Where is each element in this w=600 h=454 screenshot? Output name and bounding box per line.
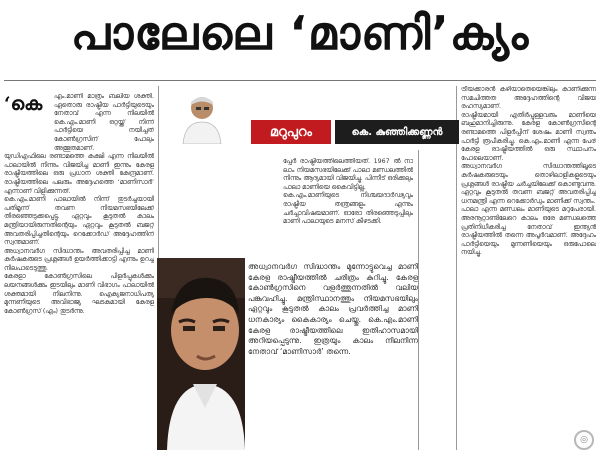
- paragraph: അധ്വാനവർഗ സിദ്ധാന്തത്തിലൂടെ കർഷകരുടെയും തൊഴിലാളികളുടെയും പ്രശ്നങ്ങൾ രാഷ്ട്രീയ ചർച്ചയിലേക്ക് കൊണ്ടുവന്നു. ഏറ്റവും കൂടുതൽ തവണ ബജറ്റ് അവതരിപ്പിച്ച ധനമന്ത്രി എന്ന റെക്കോർഡും മാണിക്ക് സ്വന്തം.: [461, 163, 596, 205]
- article-column-middle-top: [283, 158, 413, 258]
- article-column-middle-bottom: [248, 262, 418, 450]
- lead-photo: [157, 258, 245, 450]
- headline-rule: [4, 80, 596, 81]
- watermark-logo-icon: ◎: [574, 430, 594, 450]
- paragraph: ട്രീയക്കാരൻ കഴിയാതെയെങ്കിലും കാണിക്കുന്ന സമചിത്തത അദ്ദേഹത്തിന്റെ വിജയ രഹസ്യമാണ്.: [461, 86, 596, 111]
- pull-quote-mark: ‘കെ: [4, 93, 45, 115]
- paragraph: പാലാ എന്ന മണ്ഡലം മാണിയുടെ മറുപേരായി. അരനൂറ്റാണ്ടിലേറെ കാലം ഒരേ മണ്ഡലത്തെ പ്രതിനിധീകരിച്ച നേതാവ് ഇന്ത്യൻ രാഷ്ട്രീയത്തിൽ തന്നെ അപൂർവമാണ്. അദ്ദേഹം പാർട്ടിയെയും മുന്നണിയെയും ഒരുപോലെ നയിച്ചു.: [461, 206, 596, 257]
- paragraph: കെ.എം.മാണി പാലായിൽ നിന്ന് തുടർച്ചയായി പതിമൂന്ന് തവണ നിയമസഭയിലേക്ക് തിരഞ്ഞെടുക്കപ്പെട്ടു. ഏറ്റവും കൂടുതൽ കാലം മന്ത്രിയായിരുന്നതിന്റെയും ഏറ്റവും കൂടുതൽ ബജറ്റ് അവതരിപ്പിച്ചതിന്റെയും റെക്കോർഡ് അദ്ദേഹത്തിന് സ്വന്തമാണ്.: [4, 196, 154, 247]
- article-column-left: [4, 93, 154, 450]
- paragraph: അധ്വാനവർഗ സിദ്ധാന്തം അവതരിപ്പിച്ച മാണി കർഷകരുടെ പ്രശ്നങ്ങൾ ഉയർത്തിക്കാട്ടി എന്നും ഉറച്ച നിലപാടെടുത്തു.: [4, 247, 154, 272]
- headline: പാലേലെ ‘മാണി’ക്യം: [70, 6, 530, 60]
- paragraph: അധ്വാനവർഗ സിദ്ധാന്തം മുന്നോട്ടുവെച്ച മാണി കേരള രാഷ്ട്രീയത്തിൽ ചരിത്രം കുറിച്ചു. കേരള കോൺഗ്രസിനെ വളർത്തുന്നതിൽ വലിയ പങ്കുവഹിച്ചു. മന്ത്രിസ്ഥാനത്തും നിയമസഭയിലും ഏറ്റവും കൂടുതൽ കാലം പ്രവർത്തിച്ച മാണി ധനകാര്യം കൈകാര്യം ചെയ്തു. കെ.എം.മാണി കേരള രാഷ്ട്രീയത്തിലെ ഇതിഹാസമായി അറിയപ്പെടുന്നു. ഇത്രയും കാലം നിലനിന്ന നേതാവ് ‘മാണിസാർ’ തന്നെ.: [248, 262, 418, 356]
- paragraph: കേരളാ കോൺഗ്രസിലെ പിളർപ്പുകൾക്കും ലയനങ്ങൾക്കും ഇടയിലും മാണി വിഭാഗം പാലായിൽ ശക്തമായി നിലനിന്നു. ഐക്യജനാധിപത്യ മുന്നണിയുടെ അവിഭാജ്യ ഘടകമായി കേരള കോൺഗ്രസ് (എം) തുടർന്നു.: [4, 273, 154, 315]
- article-column-right: [461, 86, 596, 450]
- author-photo: [175, 90, 229, 144]
- paragraph: കെ.എം.മാണിയുടെ നിശ്ചയദാർഢ്യവും രാഷ്ട്രീയ തന്ത്രങ്ങളും എന്നും ചർച്ചാവിഷയമാണ്. ഓരോ തിരഞ്ഞെടുപ്പിലും മാണി പാലായുടെ മനസ് കീഴടക്കി.: [283, 192, 413, 226]
- paragraph: യുഡിഎഫിലെ രണ്ടാമത്തെ കക്ഷി എന്ന നിലയിൽ പാലായിൽ നിന്നും വിജയിച്ച മാണി ഇന്നും കേരള രാഷ്ട്രീയത്തിലെ ഒരു പ്രധാന ശക്തി കേന്ദ്രമാണ്. രാഷ്ട്രീയത്തിലെ പലരും അദ്ദേഹത്തെ ‘മാണിസാർ’ എന്നാണ് വിളിക്കുന്നത്.: [4, 153, 154, 195]
- paragraph: എം.മാണി മാത്രം ബലിയ ശക്തി. ഏതൊരു രാഷ്ട്രീയ പാർട്ടിയുടെയും നേതാവ് എന്ന നിലയിൽ കെ.എം.മാണി ഒറ്റയ്ക്ക് നിന്ന് പാർട്ടിയെ നയിച്ചത് കോൺഗ്രസിന് പോലും അത്ഭുതമാണ്.: [54, 93, 154, 152]
- author-name: കെ. കുഞ്ഞിക്കണ്ണൻ: [335, 120, 459, 144]
- column-divider: [418, 150, 419, 450]
- column-label: മറുപുറം: [251, 120, 331, 144]
- paragraph: പ്പേർ രാഷ്ട്രീയത്തിലെത്തിയത്. 1967 ൽ നാ ലാം നിയമസഭയിലേക്ക് പാലാ മണ്ഡലത്തിൽ നിന്നും ആദ്യമായി വിജയിച്ചു. പിന്നീട് ഒരിക്കലും പാലാ മാണിയെ കൈവിട്ടില്ല.: [283, 158, 413, 191]
- paragraph: രാഷ്ട്രീയമായി എതിർപ്പുള്ളവരും മാണിയെ ബഹുമാനിച്ചിരുന്നു. കേരള കോൺഗ്രസിന്റെ രണ്ടാമത്തെ പിളർപ്പിന് ശേഷം മാണി സ്വന്തം പാർട്ടി രൂപീകരിച്ചു. കെ.എം.മാണി എന്ന പേര് കേരള രാഷ്ട്രീയത്തിൽ ഒരു സ്ഥാപനം പോലെയാണ്.: [461, 111, 596, 162]
